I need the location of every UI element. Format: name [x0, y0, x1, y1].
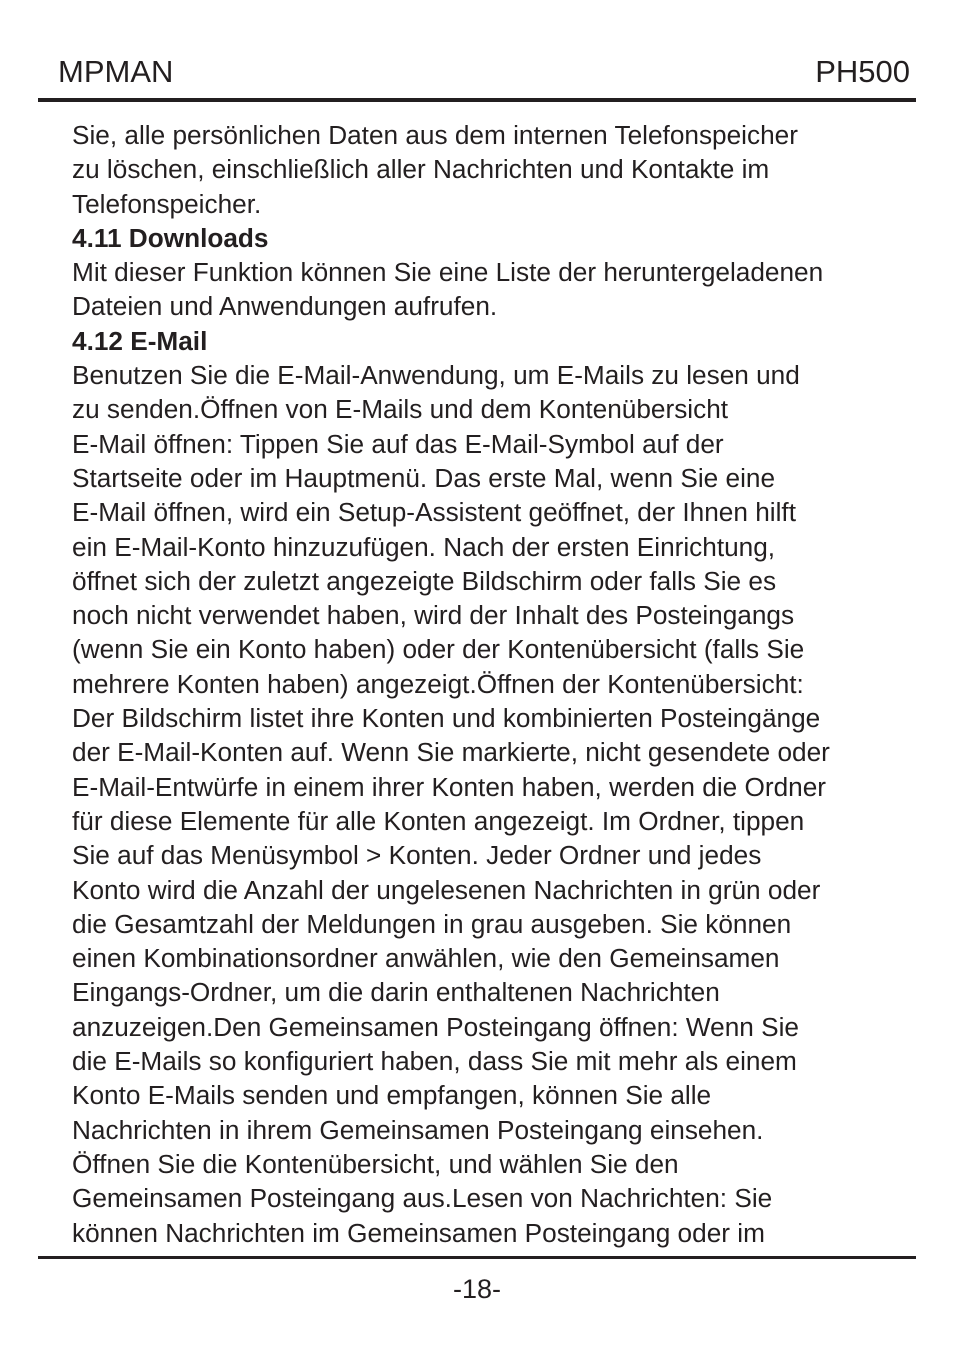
text-line: zu löschen, einschließlich aller Nachrichten und Kontakte im — [72, 154, 770, 185]
text-line: ein E-Mail-Konto hinzuzufügen. Nach der ersten Einrichtung, — [72, 531, 776, 562]
header-divider — [38, 98, 916, 102]
text-line: Konto E-Mails senden und empfangen, können Sie alle — [72, 1080, 712, 1111]
text-line: (wenn Sie ein Konto haben) oder der Kontenübersicht (falls Sie — [72, 634, 805, 665]
text-line: Sie auf das Menüsymbol > Konten. Jeder Ordner und jedes — [72, 840, 762, 871]
text-line: die E-Mails so konfiguriert haben, dass Sie mit mehr als einem — [72, 1046, 797, 1077]
page-number: -18- — [452, 1274, 501, 1304]
text-line: Konto wird die Anzahl der ungelesenen Nachrichten in grün oder — [72, 874, 821, 905]
text-line: E-Mail-Entwürfe in einem ihrer Konten haben, werden die Ordner — [72, 771, 827, 802]
text-line: Gemeinsamen Posteingang aus.Lesen von Nachrichten: Sie — [72, 1183, 773, 1214]
section-heading-downloads: 4.11 Downloads — [72, 222, 269, 253]
text-line: Mit dieser Funktion können Sie eine Liste der heruntergeladenen — [72, 257, 824, 288]
text-line: die Gesamtzahl der Meldungen in grau ausgeben. Sie können — [72, 908, 792, 939]
text-line: mehrere Konten haben) angezeigt.Öffnen der Kontenübersicht: — [72, 668, 804, 699]
intro-paragraph — [72, 118, 902, 221]
text-line: der E-Mail-Konten auf. Wenn Sie markierte, nicht gesendete oder — [72, 737, 830, 768]
page-content — [72, 118, 902, 1250]
text-line: Nachrichten in ihrem Gemeinsamen Posteingang einsehen. — [72, 1114, 764, 1145]
text-line: Dateien und Anwendungen aufrufen. — [72, 291, 498, 322]
text-line: für diese Elemente für alle Konten angezeigt. Im Ordner, tippen — [72, 805, 805, 836]
text-line: Benutzen Sie die E-Mail-Anwendung, um E-Mails zu lesen und — [72, 360, 800, 391]
text-line: E-Mail öffnen, wird ein Setup-Assistent geöffnet, der Ihnen hilft — [72, 497, 796, 528]
section-heading-email: 4.12 E-Mail — [72, 325, 208, 356]
text-line: zu senden.Öffnen von E-Mails und dem Kontenübersicht — [72, 394, 729, 425]
text-line: Startseite oder im Hauptmenü. Das erste Mal, wenn Sie eine — [72, 462, 776, 493]
text-line: einen Kombinationsordner anwählen, wie den Gemeinsamen — [72, 943, 780, 974]
email-paragraph — [72, 358, 902, 1250]
model-name: PH500 — [815, 54, 910, 89]
text-line: können Nachrichten im Gemeinsamen Posteingang oder im — [72, 1217, 765, 1248]
text-line: Telefonspeicher. — [72, 188, 262, 219]
text-line: Öffnen Sie die Kontenübersicht, und wählen Sie den — [72, 1148, 679, 1179]
text-line: Der Bildschirm listet ihre Konten und kombinierten Posteingänge — [72, 703, 821, 734]
brand-name: MPMAN — [58, 54, 174, 89]
page-header — [38, 52, 916, 100]
text-line: noch nicht verwendet haben, wird der Inhalt des Posteingangs — [72, 600, 795, 631]
text-line: Sie, alle persönlichen Daten aus dem internen Telefonspeicher — [72, 120, 798, 150]
footer-divider — [38, 1256, 916, 1259]
downloads-paragraph — [72, 255, 902, 324]
text-line: öffnet sich der zuletzt angezeigte Bildschirm oder falls Sie es — [72, 565, 777, 596]
text-line: E-Mail öffnen: Tippen Sie auf das E-Mail-Symbol auf der — [72, 428, 724, 459]
text-line: Eingangs-Ordner, um die darin enthaltenen Nachrichten — [72, 977, 720, 1008]
text-line: anzuzeigen.Den Gemeinsamen Posteingang öffnen: Wenn Sie — [72, 1011, 799, 1042]
